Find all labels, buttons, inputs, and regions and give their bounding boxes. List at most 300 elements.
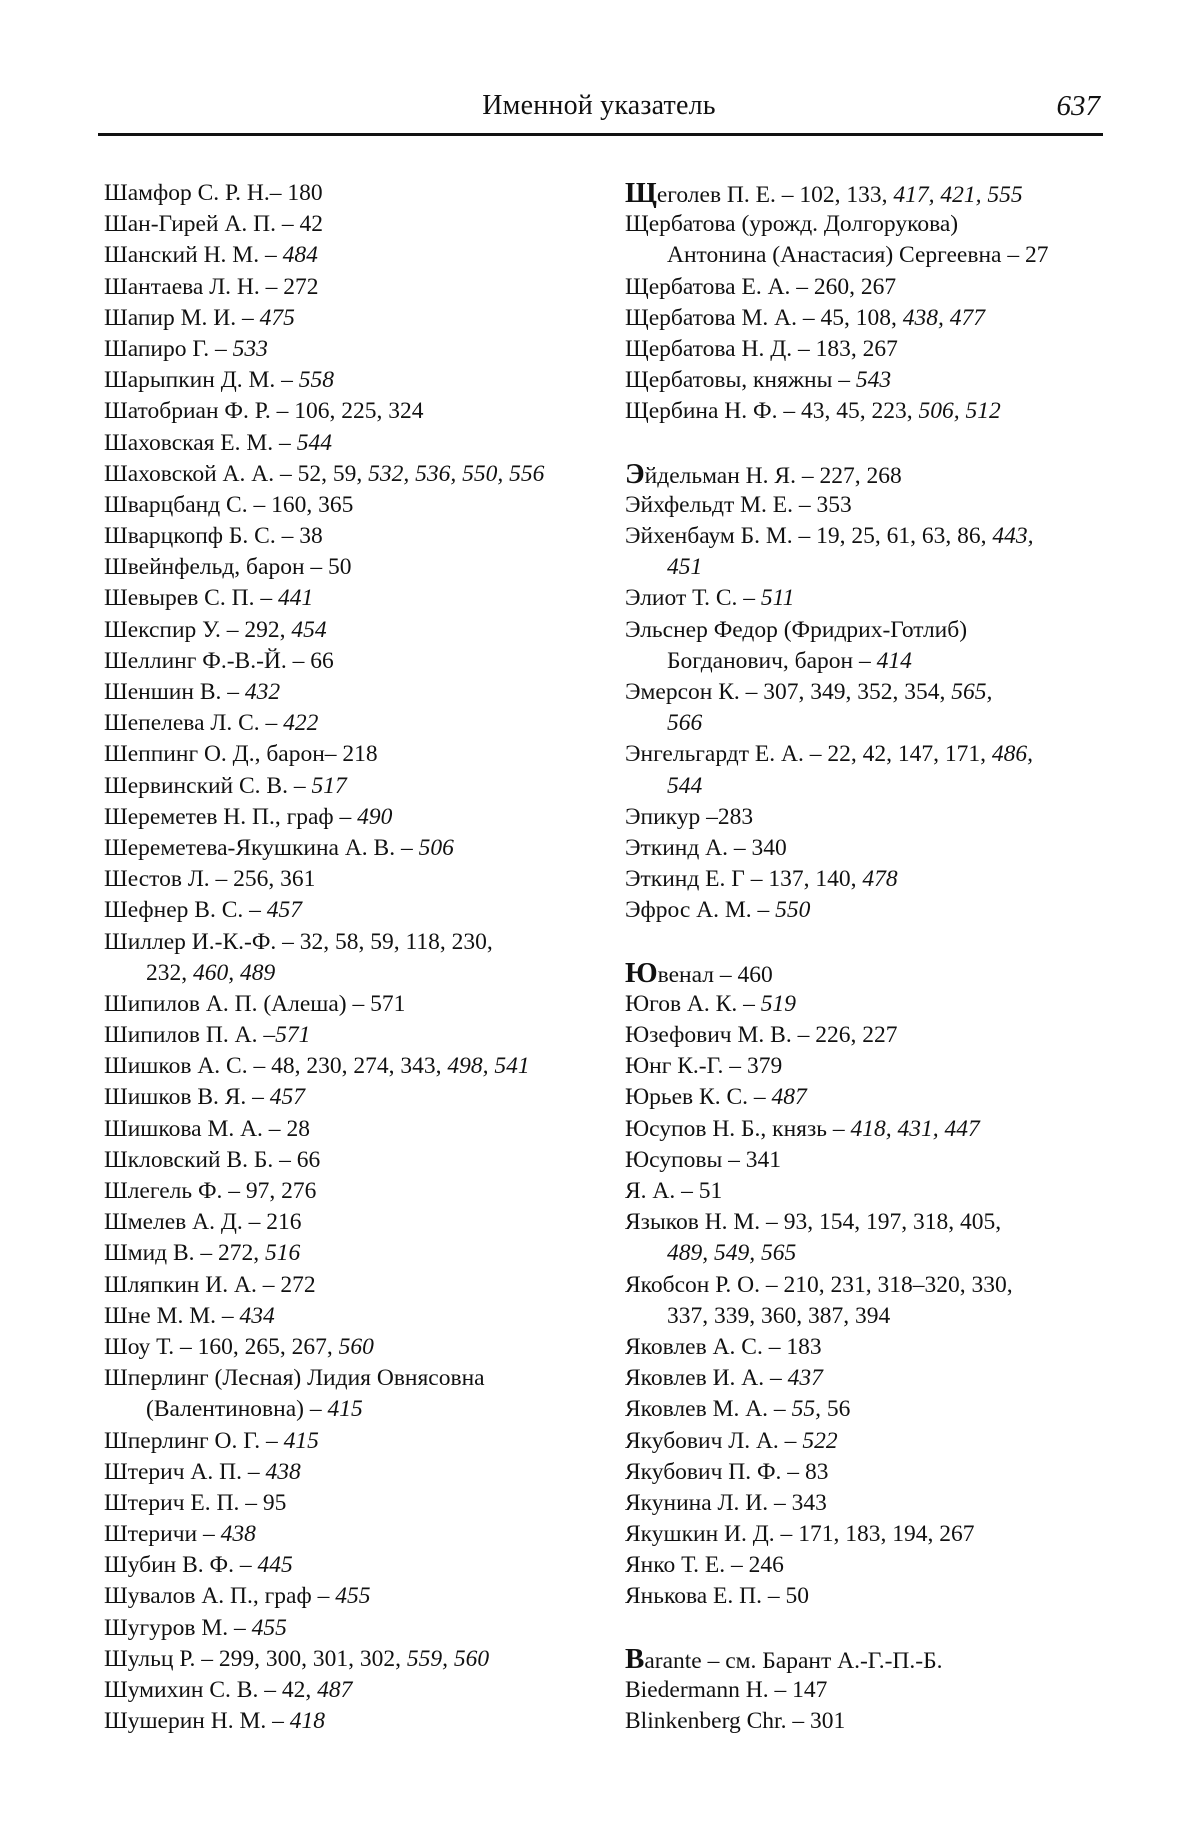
index-entry: [104, 677, 604, 708]
entry-pages: 160, 365: [271, 491, 354, 518]
index-entry: [104, 521, 604, 552]
entry-pages: 38: [299, 523, 323, 550]
entry-pages: 299, 300, 301, 302,: [218, 1645, 407, 1672]
entry-pages: 27: [1024, 242, 1049, 269]
entry-pages: 256, 361: [233, 866, 316, 893]
entry-pages-italic: 543: [855, 367, 892, 394]
index-entry: [104, 739, 604, 770]
entry-pages-italic: 487: [771, 1084, 807, 1111]
entry-name: Эмерсон К. –: [625, 679, 764, 705]
entry-name: Эткинд Е. Г –: [625, 866, 769, 893]
entry-pages-italic: 532, 536, 550, 556: [368, 460, 545, 487]
index-entry: [625, 240, 1105, 271]
entry-name: Шушерин Н. М. –: [104, 1708, 290, 1735]
entry-name: Швейнфельд, барон –: [104, 554, 329, 581]
index-entry: [625, 1457, 1105, 1488]
index-entry: [104, 895, 604, 926]
entry-name: Янко Т. Е. –: [625, 1552, 749, 1579]
entry-pages: 45, 108,: [820, 304, 903, 331]
entry-name: Юрьев К. С. –: [625, 1084, 772, 1111]
index-entry: [625, 1238, 1105, 1269]
entry-name: Юзефович М. В. –: [625, 1022, 816, 1049]
entry-name: Шанский Н. М. –: [104, 242, 283, 269]
entry-pages: 216: [266, 1209, 302, 1236]
entry-name: Шувалов А. П., граф –: [104, 1583, 336, 1610]
entry-pages: 183: [786, 1333, 822, 1360]
entry-pages-italic: 544: [296, 429, 332, 456]
entry-pages: 301: [809, 1708, 846, 1735]
entry-pages-italic: 455: [335, 1583, 371, 1610]
entry-pages-italic: 414: [876, 647, 912, 674]
entry-pages: 232,: [146, 959, 193, 986]
entry-name: Эпикур –: [625, 803, 718, 830]
entry-pages: 210, 231, 318–320, 330,: [783, 1271, 1013, 1298]
entry-pages: 95: [262, 1489, 287, 1516]
index-entry: [625, 677, 1105, 708]
entry-pages: 341: [745, 1146, 781, 1173]
index-entry: [104, 802, 604, 833]
entry-pages: 379: [746, 1053, 783, 1080]
entry-name: Энгельгардт Е. А. –: [625, 741, 828, 768]
index-entry: [104, 708, 604, 739]
entry-name: Щербатова Н. Д. –: [625, 335, 816, 362]
entry-name: Шумихин С. В. –: [104, 1677, 282, 1703]
entry-pages: 102, 133,: [799, 182, 894, 208]
entry-name: Яковлев И. А. –: [625, 1365, 788, 1392]
entry-pages: 51: [698, 1178, 723, 1204]
entry-name: Шекспир У. –: [104, 616, 245, 643]
index-entry: [625, 490, 1105, 521]
entry-name: Шапиро Г. –: [104, 335, 233, 362]
entry-pages-italic: 438: [265, 1458, 301, 1485]
entry-pages: 307, 349, 352, 354,: [763, 679, 952, 705]
entry-pages-italic: 565,: [951, 679, 993, 705]
entry-name: Шиллер И.-К.-Ф. –: [104, 928, 300, 955]
entry-pages: 160, 265, 267,: [197, 1333, 339, 1360]
index-entry: [104, 1550, 604, 1581]
index-entry: [104, 1176, 604, 1207]
entry-pages-italic: 516: [265, 1240, 301, 1267]
entry-name: Эфрос А. М. –: [625, 897, 776, 924]
index-entry: [625, 272, 1105, 303]
entry-pages-italic: 475: [259, 304, 295, 331]
index-entry: [625, 1394, 1105, 1425]
entry-name: Эльснер Федор (Фридрих-Готлиб): [625, 616, 968, 643]
entry-name: йдельман Н. Я. –: [644, 462, 820, 489]
entry-name: Шатобриан Ф. Р. –: [104, 398, 295, 425]
entry-pages-italic: 415: [327, 1396, 363, 1423]
entry-name: Шлегель Ф. –: [104, 1178, 246, 1204]
section-initial: Ю: [625, 956, 658, 989]
entry-name: Щербатова (урожд. Долгорукова): [625, 211, 959, 238]
entry-pages-italic: 478: [862, 866, 898, 893]
entry-name: Эйхфельдт М. Е. –: [625, 491, 817, 518]
index-entry: [104, 1644, 604, 1675]
entry-name: Шишкова М. А. –: [104, 1115, 287, 1142]
entry-pages-italic: 533: [232, 335, 268, 362]
index-entry: [104, 1519, 604, 1550]
index-entry: [104, 989, 604, 1020]
index-entry: [104, 396, 604, 427]
index-entry: [104, 303, 604, 334]
index-entry: [625, 365, 1105, 396]
entry-name: Богданович, барон –: [667, 647, 877, 674]
index-entry: [625, 1270, 1105, 1301]
index-entry: [104, 1270, 604, 1301]
entry-pages-italic: 484: [282, 242, 318, 269]
index-entry: [625, 1644, 1105, 1675]
entry-pages: 571: [370, 990, 406, 1017]
entry-name: Шперлинг (Лесная) Лидия Овнясовна: [104, 1365, 485, 1392]
entry-name: (Валентиновна) –: [146, 1396, 328, 1423]
index-entry: [625, 459, 1105, 490]
index-entry: [625, 178, 1105, 209]
index-entry: [104, 1301, 604, 1332]
entry-pages: 52, 59,: [297, 460, 369, 487]
entry-pages: 218: [342, 741, 378, 768]
index-entry: [104, 1332, 604, 1363]
entry-name: Blinkenberg Chr. –: [625, 1708, 810, 1735]
entry-name: Шан-Гирей А. П. –: [104, 211, 300, 238]
entry-name: Штерич А. П. –: [104, 1458, 266, 1485]
header-rule: [98, 133, 1103, 136]
entry-name: Шереметев Н. П., граф –: [104, 803, 358, 830]
entry-pages-italic: 437: [787, 1365, 823, 1392]
entry-name: Я. А. –: [625, 1178, 699, 1204]
index-entry: [104, 1457, 604, 1488]
index-entry: [625, 1332, 1105, 1363]
index-entry: [104, 1082, 604, 1113]
index-entry: [104, 209, 604, 240]
entry-pages-italic: 457: [269, 1084, 306, 1111]
entry-pages: 171, 183, 194, 267: [798, 1521, 975, 1548]
entry-pages-italic: 506: [418, 834, 454, 861]
entry-pages: 32, 58, 59, 118, 230,: [299, 928, 493, 955]
entry-pages-italic: 550: [775, 897, 811, 924]
entry-pages-italic: 511: [760, 585, 795, 612]
entry-pages: 272,: [218, 1240, 266, 1267]
index-entry: [625, 958, 1105, 989]
entry-name: arante – см. Барант А.-Г.-П.-Б.: [644, 1647, 943, 1674]
entry-pages: 340: [751, 834, 787, 861]
entry-name: Щербина Н. Ф. –: [625, 398, 801, 425]
index-entry: [625, 521, 1105, 552]
index-entry: [104, 1114, 604, 1145]
entry-name: Шульц Р. –: [104, 1645, 219, 1672]
index-entry: [625, 1581, 1105, 1612]
entry-pages: 183, 267: [815, 335, 898, 362]
entry-pages-italic: 506, 512: [918, 398, 1001, 425]
entry-name: Щербатова Е. А. –: [625, 273, 814, 300]
index-entry: [104, 1363, 604, 1394]
entry-pages: 292,: [244, 616, 292, 643]
entry-pages-italic: 490: [357, 803, 393, 830]
index-entry: [625, 1082, 1105, 1113]
entry-pages: 343: [791, 1489, 827, 1516]
entry-name: Шугуров М. –: [104, 1614, 252, 1641]
entry-pages: 460: [737, 961, 773, 988]
entry-pages: 56: [826, 1396, 851, 1423]
index-entry: [625, 989, 1105, 1020]
section-initial: Щ: [625, 177, 657, 209]
entry-pages: 28: [286, 1115, 310, 1142]
entry-pages: 48, 230, 274, 343,: [271, 1053, 448, 1080]
entry-pages: 226, 227: [815, 1022, 898, 1049]
entry-name: Шаховская Е. М. –: [104, 429, 297, 456]
index-entry: [625, 864, 1105, 895]
entry-pages-italic: 417, 421, 555: [893, 182, 1023, 208]
entry-name: Шепелева Л. С. –: [104, 710, 284, 737]
entry-name: Шестов Л. –: [104, 866, 234, 893]
index-entry: [104, 1613, 604, 1644]
index-entry: [625, 1207, 1105, 1238]
entry-pages: 137, 140,: [768, 866, 863, 893]
index-entry: [625, 1675, 1105, 1706]
entry-name: Шантаева Л. Н. –: [104, 273, 284, 300]
entry-name: Шварцкопф Б. С. –: [104, 523, 300, 550]
entry-name: Шеншин В. –: [104, 679, 245, 705]
index-entry: [104, 1051, 604, 1082]
entry-name: Шарыпкин Д. М. –: [104, 367, 299, 394]
index-entry: [625, 1488, 1105, 1519]
entry-name: Якобсон Р. О. –: [625, 1271, 784, 1298]
entry-pages: 246: [748, 1552, 784, 1579]
index-entry: [625, 1176, 1105, 1207]
entry-pages: 180: [287, 180, 323, 206]
entry-name: Эйхенбаум Б. М. –: [625, 523, 817, 550]
entry-pages: 93, 154, 197, 318, 405,: [783, 1209, 1002, 1236]
entry-pages: 83: [804, 1458, 829, 1485]
entry-pages: 66: [296, 1146, 321, 1173]
entry-name: Языков Н. М. –: [625, 1209, 784, 1236]
index-entry: [104, 583, 604, 614]
index-entry: [625, 646, 1105, 677]
entry-name: Шмелев А. Д. –: [104, 1209, 267, 1236]
index-entry: [625, 1145, 1105, 1176]
index-entry: [104, 646, 604, 677]
index-entry: [104, 334, 604, 365]
entry-pages: 66: [310, 647, 334, 674]
entry-name: Шишков А. С. –: [104, 1053, 272, 1080]
entry-pages: 97, 276: [245, 1178, 317, 1204]
entry-name: Шперлинг О. Г. –: [104, 1427, 284, 1454]
index-entry: [625, 1020, 1105, 1051]
entry-name: Якубович П. Ф. –: [625, 1458, 805, 1485]
entry-pages-italic: 486,: [991, 741, 1033, 768]
entry-pages-italic: 559, 560: [406, 1645, 490, 1672]
entry-pages-italic: 418, 431, 447: [850, 1115, 980, 1142]
index-entry: [104, 1488, 604, 1519]
entry-pages-italic: 498, 541: [447, 1053, 530, 1080]
entry-name: Якушкин И. Д. –: [625, 1521, 799, 1548]
entry-name: Шипилов А. П. (Алеша) –: [104, 990, 371, 1017]
entry-name: Шляпкин И. А. –: [104, 1271, 281, 1298]
entry-name: Шеппинг О. Д., барон–: [104, 741, 343, 768]
index-entry: [104, 428, 604, 459]
index-entry: [104, 365, 604, 396]
entry-pages-italic: 457: [266, 897, 303, 924]
entry-name: Юсуповы –: [625, 1146, 746, 1173]
entry-name: Шипилов П. А. –: [104, 1022, 276, 1049]
index-entry: [104, 1581, 604, 1612]
entry-pages-italic: 558: [298, 367, 334, 394]
index-entry: [625, 1301, 1105, 1332]
entry-name: Яковлев М. А. –: [625, 1396, 792, 1423]
index-entry: [625, 895, 1105, 926]
index-entry: [104, 864, 604, 895]
entry-pages-italic: 560: [338, 1333, 374, 1360]
entry-pages-italic: 517: [311, 772, 347, 799]
index-entry: [104, 1020, 604, 1051]
entry-pages: 337, 339, 360, 387, 394: [667, 1302, 891, 1329]
entry-name: Якунина Л. И. –: [625, 1489, 792, 1516]
index-entry: [625, 708, 1105, 739]
entry-pages: 50: [785, 1583, 809, 1610]
index-column-left: [104, 178, 604, 1737]
entry-name: Шервинский С. В. –: [104, 772, 312, 799]
entry-name: Эткинд А. –: [625, 834, 752, 861]
entry-name: Антонина (Анастасия) Сергеевна –: [667, 242, 1025, 269]
entry-pages-italic: 418: [289, 1708, 326, 1735]
entry-name: Юсупов Н. Б., князь –: [625, 1115, 851, 1142]
entry-pages-italic: 451: [667, 554, 703, 581]
index-entry: [625, 615, 1105, 646]
entry-pages-italic: 422: [283, 710, 319, 737]
index-entry: [104, 927, 604, 958]
page-number: 637: [1056, 90, 1100, 122]
index-entry: [625, 1051, 1105, 1082]
section-initial: B: [625, 1642, 645, 1675]
entry-pages: 283: [717, 803, 754, 830]
entry-pages-italic: 566: [667, 710, 703, 737]
entry-pages: 272: [280, 1271, 316, 1298]
index-entry: [625, 303, 1105, 334]
entry-pages: 147: [792, 1677, 828, 1703]
entry-pages-italic: 487: [317, 1677, 353, 1703]
entry-pages-italic: 438, 477: [902, 304, 985, 331]
entry-pages-italic: 441: [277, 585, 314, 612]
index-entry: [104, 958, 604, 989]
entry-pages-italic: 432: [244, 679, 281, 705]
index-entry: [625, 334, 1105, 365]
entry-name: Шамфор С. Р. Н.–: [104, 180, 288, 206]
entry-name: Щербатовы, княжны –: [625, 367, 856, 394]
entry-pages: 227, 268: [819, 462, 902, 489]
index-entry: [104, 1145, 604, 1176]
entry-name: венал –: [657, 961, 738, 988]
entry-name: Шишков В. Я. –: [104, 1084, 270, 1111]
index-entry: [625, 739, 1105, 770]
entry-name: Biedermann H. –: [625, 1677, 793, 1703]
entry-pages: 19, 25, 61, 63, 86,: [816, 523, 993, 550]
entry-pages-italic: 443,: [992, 523, 1034, 550]
entry-name: Шне М. М. –: [104, 1302, 240, 1329]
entry-name: Шоу Т. –: [104, 1333, 198, 1360]
index-entry: [625, 1519, 1105, 1550]
index-entry: [625, 771, 1105, 802]
section-initial: Э: [625, 457, 645, 490]
entry-pages-italic: 438: [220, 1521, 256, 1548]
entry-pages-italic: 445: [257, 1552, 293, 1579]
entry-pages: 42: [299, 211, 324, 238]
entry-pages-italic: 460, 489: [193, 959, 276, 986]
index-entry: [104, 490, 604, 521]
index-entry: [104, 1394, 604, 1425]
index-entry: [104, 1675, 604, 1706]
index-entry: [104, 1426, 604, 1457]
entry-name: Шеллинг Ф.-В.-Й. –: [104, 647, 311, 674]
running-header: [98, 86, 1100, 134]
entry-name: Шапир М. И. –: [104, 304, 260, 331]
entry-name: Югов А. К. –: [625, 990, 761, 1017]
entry-pages-italic: 544: [667, 772, 703, 799]
entry-name: Шмид В. –: [104, 1240, 219, 1267]
entry-pages: 106, 225, 324: [294, 398, 424, 425]
entry-name: Штерич Е. П. –: [104, 1489, 263, 1516]
index-entry: [625, 1706, 1105, 1737]
entry-name: Янькова Е. П. –: [625, 1583, 786, 1610]
index-entry: [625, 1426, 1105, 1457]
entry-name: Шкловский В. Б. –: [104, 1146, 297, 1173]
index-entry: [625, 209, 1105, 240]
entry-pages: 272: [283, 273, 319, 300]
entry-name: Шереметева-Якушкина А. В. –: [104, 834, 419, 861]
entry-pages: 50: [328, 554, 352, 581]
entry-pages: 22, 42, 147, 171,: [827, 741, 992, 768]
entry-pages-italic: 489, 549, 565: [667, 1240, 797, 1267]
index-entry: [625, 396, 1105, 427]
index-entry: [104, 178, 604, 209]
index-entry: [104, 1238, 604, 1269]
entry-pages-italic: 522: [802, 1427, 838, 1454]
entry-name: Шефнер В. С. –: [104, 897, 267, 924]
entry-pages: 353: [816, 491, 852, 518]
page-title: Именной указатель: [482, 90, 716, 121]
index-entry: [104, 833, 604, 864]
index-entry: [104, 771, 604, 802]
entry-name: Щербатова М. А. –: [625, 304, 821, 331]
entry-name: Штеричи –: [104, 1521, 221, 1548]
index-entry: [104, 1706, 604, 1737]
entry-name: еголев П. Е. –: [656, 182, 800, 208]
entry-name: Элиот Т. С. –: [625, 585, 761, 612]
index-entry: [104, 615, 604, 646]
entry-pages: 43, 45, 223,: [800, 398, 919, 425]
index-entry: [104, 272, 604, 303]
entry-name: Шубин В. Ф. –: [104, 1552, 258, 1579]
index-entry: [104, 552, 604, 583]
entry-pages-italic: 455: [251, 1614, 287, 1641]
index-column-right: [625, 178, 1105, 1737]
entry-name: Шевырев С. П. –: [104, 585, 278, 612]
entry-name: Шварцбанд С. –: [104, 491, 272, 518]
entry-name: Юнг К.-Г. –: [625, 1053, 747, 1080]
entry-name: Шаховской А. А. –: [104, 460, 298, 487]
index-entry: [104, 459, 604, 490]
entry-pages-italic: 571: [275, 1022, 311, 1049]
index-entry: [625, 583, 1105, 614]
entry-pages-italic: 454: [291, 616, 327, 643]
entry-name: Яковлев А. С. –: [625, 1333, 787, 1360]
index-entry: [625, 1550, 1105, 1581]
index-entry: [625, 833, 1105, 864]
entry-pages-italic: 434: [239, 1302, 275, 1329]
entry-pages-italic: 415: [283, 1427, 319, 1454]
index-entry: [104, 1207, 604, 1238]
entry-pages-italic: 519: [760, 990, 796, 1017]
index-entry: [625, 552, 1105, 583]
entry-pages: 42,: [281, 1677, 318, 1703]
